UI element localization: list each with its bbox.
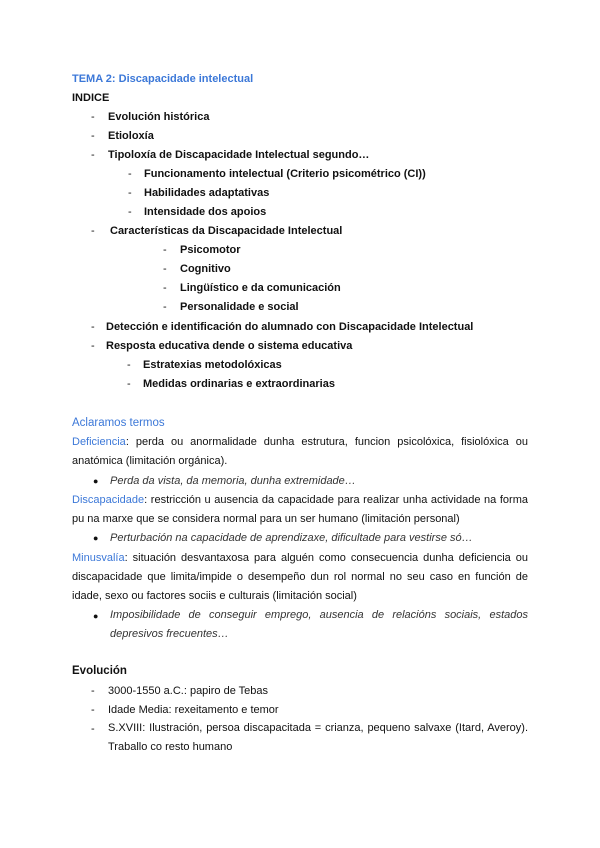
dash-marker: -	[91, 149, 95, 161]
bullet-marker: ●	[93, 611, 99, 621]
index-item: Evolución histórica	[108, 111, 210, 123]
index-item: Detección e identificación do alumnado con Discapacidade Intelectual	[106, 321, 474, 333]
evolution-item: Idade Media: rexeitamento e temor	[108, 704, 279, 716]
dash-marker: -	[163, 301, 167, 313]
dash-marker: -	[127, 359, 131, 371]
dash-marker: -	[91, 704, 95, 716]
evolution-item: 3000-1550 a.C.: papiro de Tebas	[108, 685, 269, 697]
index-subitem: Estratexias metodolóxicas	[143, 359, 282, 371]
term-example: Imposibilidade de conseguir emprego, ausencia de relacións sociais, estados depresivos frecuentes…	[110, 609, 528, 640]
term-example: Perda da vista, da memoria, dunha extremidade…	[110, 475, 356, 487]
index-subitem: Intensidade dos apoios	[144, 206, 267, 218]
evolution-heading: Evolución	[72, 665, 127, 677]
dash-marker: -	[128, 187, 132, 199]
term-definition: : situación desvantaxosa para alguén como consecuencia dunha deficiencia ou discapacidade que limita/impide o desempeño dun rol normal no seu caso en función de idade, sexo ou factores sociis e culturais (limitación social)	[72, 552, 528, 602]
index-item: Resposta educativa dende o sistema educativa	[106, 340, 353, 352]
dash-marker: -	[163, 244, 167, 256]
term-example: Perturbación na capacidade de aprendizaxe, dificultade para vestirse só…	[110, 532, 473, 544]
evolution-item: S.XVIII: Ilustración, persoa discapacitada = crianza, pequeno salvaxe (Itard, Averoy). Traballo co resto humano	[108, 722, 528, 753]
term-discapacidade	[72, 491, 528, 529]
bullet-marker: ●	[93, 476, 99, 486]
dash-marker: -	[91, 225, 95, 237]
index-heading: INDICE	[72, 92, 110, 104]
index-item: Tipoloxía de Discapacidade Intelectual segundo…	[108, 149, 370, 161]
index-subitem: Lingüístico e da comunicación	[180, 282, 341, 294]
bullet-marker: ●	[93, 533, 99, 543]
index-subitem: Medidas ordinarias e extraordinarias	[143, 378, 335, 390]
dash-marker: -	[91, 685, 95, 697]
dash-marker: -	[91, 130, 95, 142]
term-minusvalia	[72, 549, 528, 606]
dash-marker: -	[91, 111, 95, 123]
index-subitem: Habilidades adaptativas	[144, 187, 270, 199]
dash-marker: -	[163, 263, 167, 275]
term-definition: : perda ou anormalidade dunha estrutura, funcion psicolóxica, fisiolóxica ou anatómica (limitación orgánica).	[72, 436, 528, 467]
dash-marker: -	[127, 378, 131, 390]
term-label: Deficiencia	[72, 436, 126, 448]
index-subitem: Psicomotor	[180, 244, 241, 256]
document-title	[72, 72, 253, 86]
index-item: Etioloxía	[108, 130, 154, 142]
dash-marker: -	[163, 282, 167, 294]
dash-marker: -	[128, 168, 132, 180]
dash-marker: -	[128, 206, 132, 218]
dash-marker: -	[91, 340, 95, 352]
title-prefix: TEMA 2:	[72, 73, 116, 85]
index-subitem: Cognitivo	[180, 263, 231, 275]
dash-marker: -	[91, 723, 95, 735]
term-definition: : restricción u ausencia da capacidade para realizar unha actividade na forma pu na marxe que se considera normal para un ser humano (limitación personal)	[72, 494, 528, 525]
term-deficiencia	[72, 433, 528, 471]
title-name: Discapacidade intelectual	[118, 73, 254, 85]
term-label: Minusvalía	[72, 552, 125, 564]
terms-heading: Aclaramos termos	[72, 417, 165, 429]
index-item: Características da Discapacidade Intelectual	[110, 225, 343, 237]
term-label: Discapacidade	[72, 494, 145, 506]
dash-marker: -	[91, 321, 95, 333]
index-subitem: Personalidade e social	[180, 301, 299, 313]
index-subitem: Funcionamento intelectual (Criterio psicométrico (CI))	[144, 168, 426, 180]
